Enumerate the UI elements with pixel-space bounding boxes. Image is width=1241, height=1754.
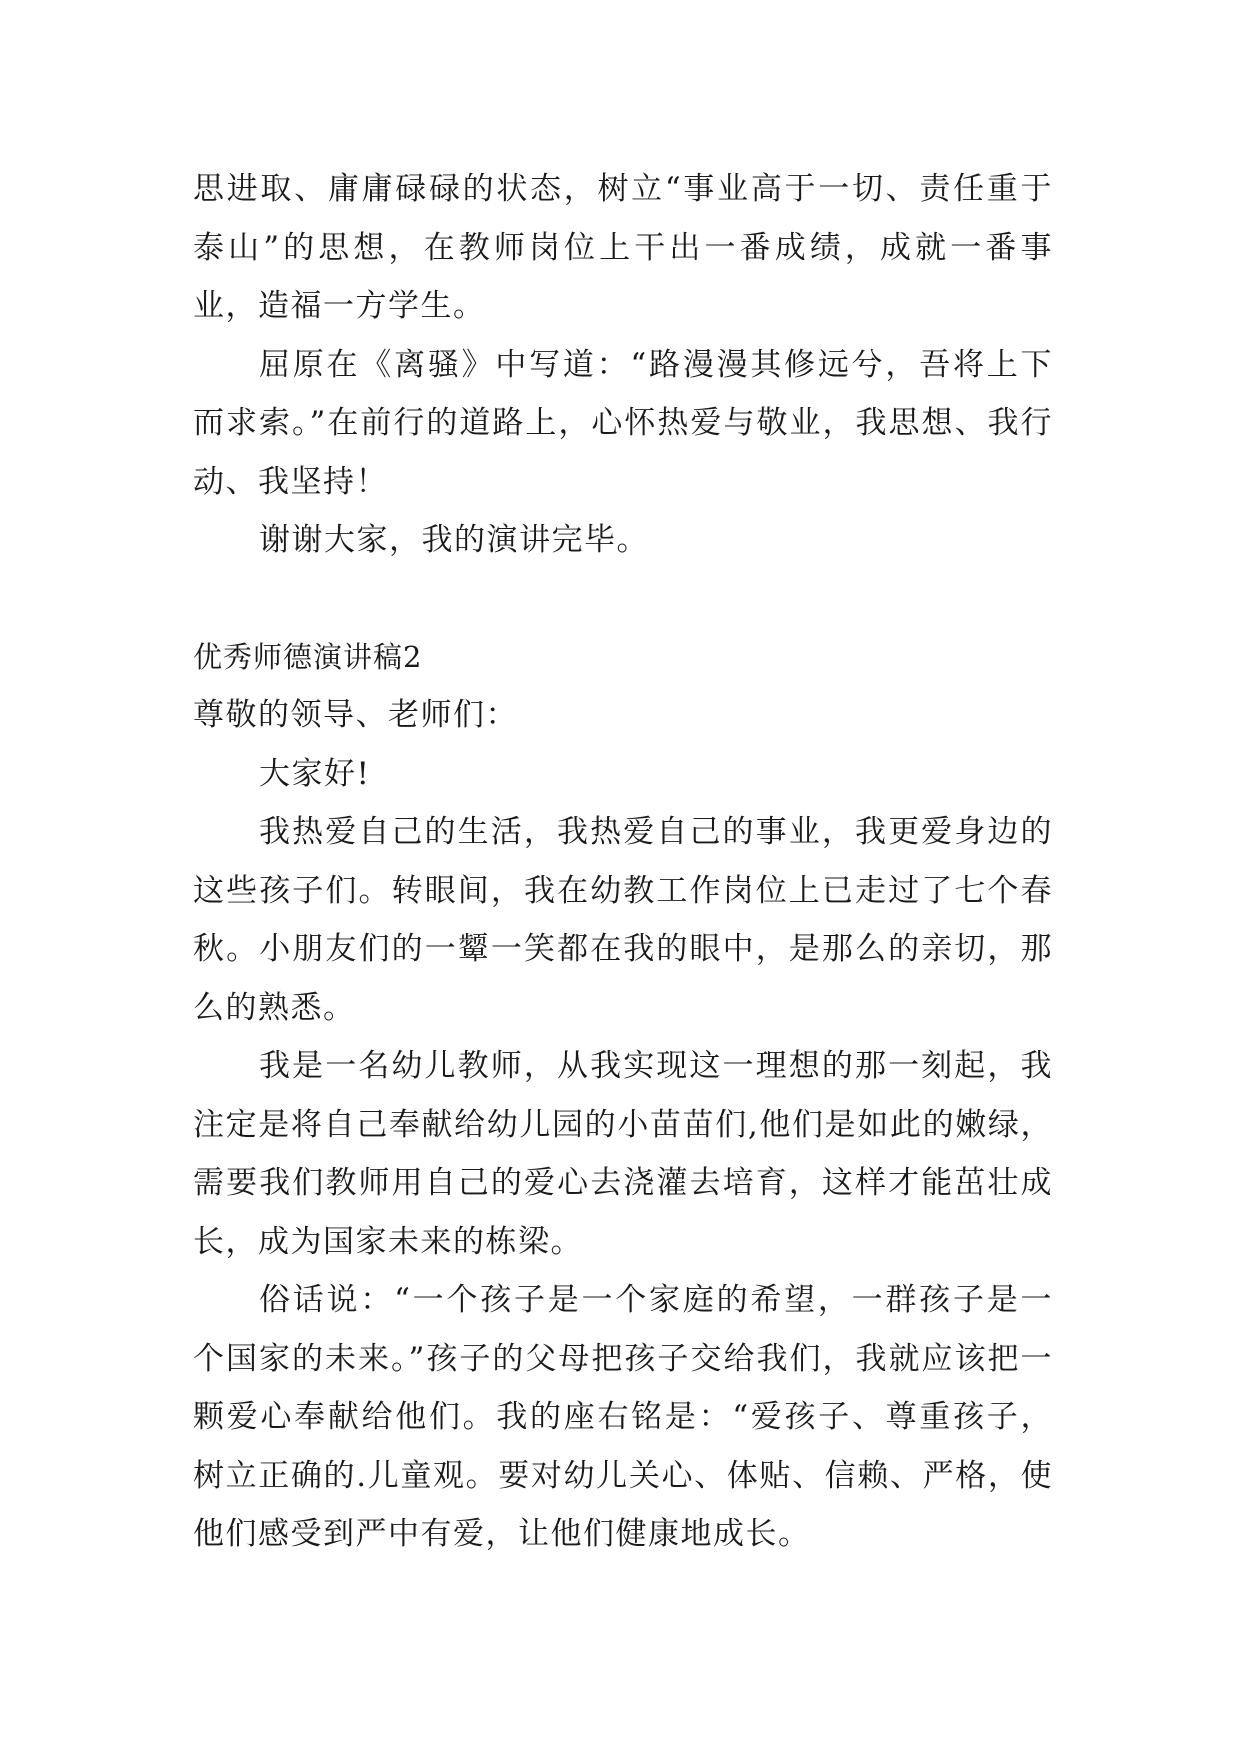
paragraph-kindergarten-teacher: 我是一名幼儿教师，从我实现这一理想的那一刻起，我注定是将自己奉献给幼儿园的小苗苗们,他们是如此的嫩绿，需要我们教师用自己的爱心去浇灌去培育，这样才能茁壮成长，成为国家未来的栋梁。 — [193, 1048, 1053, 1260]
salutation: 尊敬的领导、老师们： — [193, 697, 518, 733]
paragraph-love-career: 我热爱自己的生活，我热爱自己的事业，我更爱身边的这些孩子们。转眼间，我在幼教工作岗位上已走过了七个春秋。小朋友们的一颦一笑都在我的眼中，是那么的亲切，那么的熟悉。 — [193, 814, 1053, 1026]
paragraph-closing: 谢谢大家，我的演讲完毕。 — [259, 522, 649, 558]
greeting: 大家好! — [259, 755, 371, 792]
section-spacer — [193, 570, 1053, 628]
paragraph-quote-lisao: 屈原在《离骚》中写道：“路漫漫其修远兮，吾将上下而求索。”在前行的道路上，心怀热爱与敬业，我思想、我行动、我坚持！ — [193, 346, 1053, 500]
document-body — [193, 160, 1053, 1564]
paragraph-motto: 俗话说：“一个孩子是一个家庭的希望，一群孩子是一个国家的未来。”孩子的父母把孩子交给我们，我就应该把一颗爱心奉献给他们。我的座右铭是：“爱孩子、尊重孩子，树立正确的.儿童观。要对幼儿关心、体贴、信赖、严格，使他们感受到严中有爱，让他们健康地成长。 — [193, 1282, 1053, 1552]
paragraph-continuation: 思进取、庸庸碌碌的状态，树立“事业高于一切、责任重于泰山”的思想，在教师岗位上干出一番成绩，成就一番事业，造福一方学生。 — [193, 171, 1053, 324]
section-title: 优秀师德演讲稿2 — [193, 639, 423, 674]
